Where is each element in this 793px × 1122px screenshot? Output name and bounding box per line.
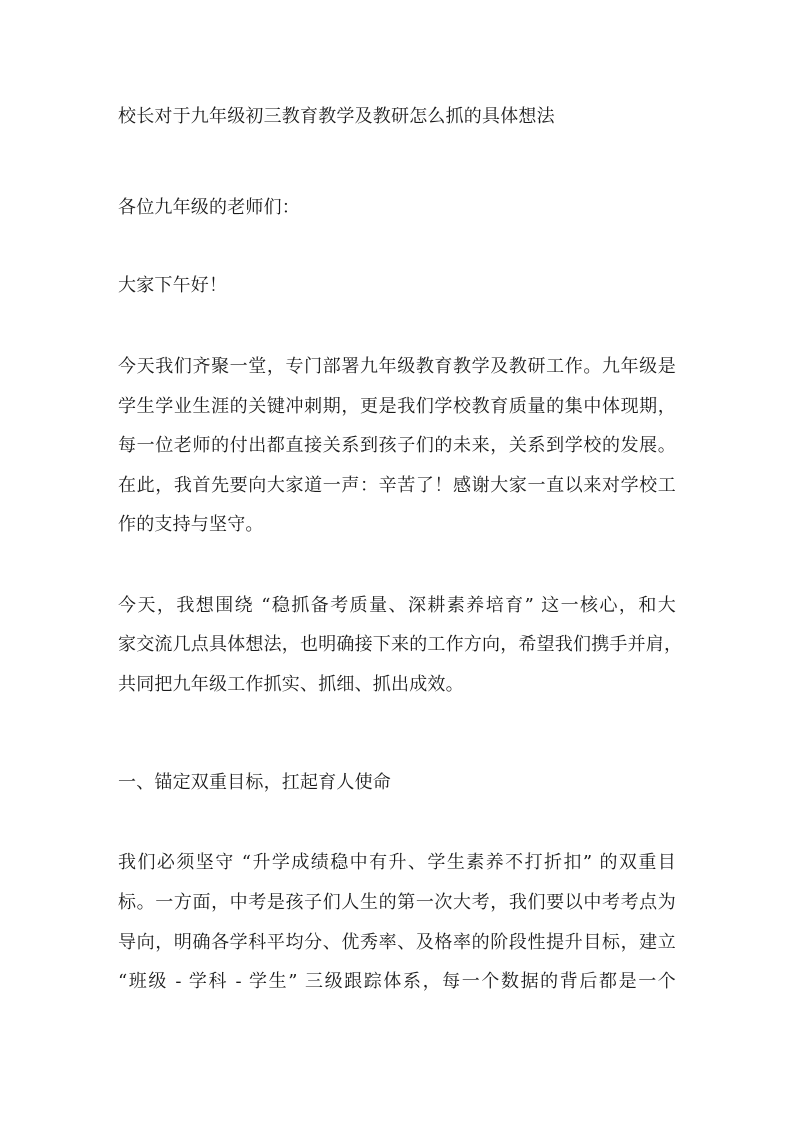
- paragraph-line: 导向，明确各学科平均分、优秀率、及格率的阶段性提升目标，建立: [118, 932, 676, 953]
- paragraph-line: 今天我们齐聚一堂，专门部署九年级教育教学及教研工作。九年级是: [118, 356, 676, 377]
- paragraph-line: 家交流几点具体想法，也明确接下来的工作方向，希望我们携手并肩，: [118, 634, 683, 655]
- paragraph-line: “班级 - 学科 - 学生” 三级跟踪体系，每一个数据的背后都是一个: [118, 971, 676, 992]
- paragraph-line: 我们必须坚守 “升学成绩稳中有升、学生素养不打折扣” 的双重目: [118, 852, 676, 873]
- paragraph-line: 今天，我想围绕 “稳抓备考质量、深耕素养培育” 这一核心，和大: [118, 595, 676, 616]
- paragraph-line: 每一位老师的付出都直接关系到孩子们的未来，关系到学校的发展。: [118, 435, 676, 456]
- paragraph-line: 作的支持与坚守。: [118, 514, 264, 535]
- paragraph-line: 学生学业生涯的关键冲刺期，更是我们学校教育质量的集中体现期，: [118, 396, 676, 417]
- salutation: 各位九年级的老师们：: [118, 197, 300, 218]
- section-heading: 一、锚定双重目标，扛起育人使命: [118, 772, 391, 793]
- paragraph-line: 在此，我首先要向大家道一声：辛苦了！感谢大家一直以来对学校工: [118, 475, 676, 496]
- document-title: 校长对于九年级初三教育教学及教研怎么抓的具体想法: [118, 106, 555, 127]
- paragraph-line: 共同把九年级工作抓实、抓细、抓出成效。: [118, 674, 464, 695]
- paragraph-line: 标。一方面，中考是孩子们人生的第一次大考，我们要以中考考点为: [118, 892, 676, 913]
- greeting: 大家下午好！: [118, 275, 228, 296]
